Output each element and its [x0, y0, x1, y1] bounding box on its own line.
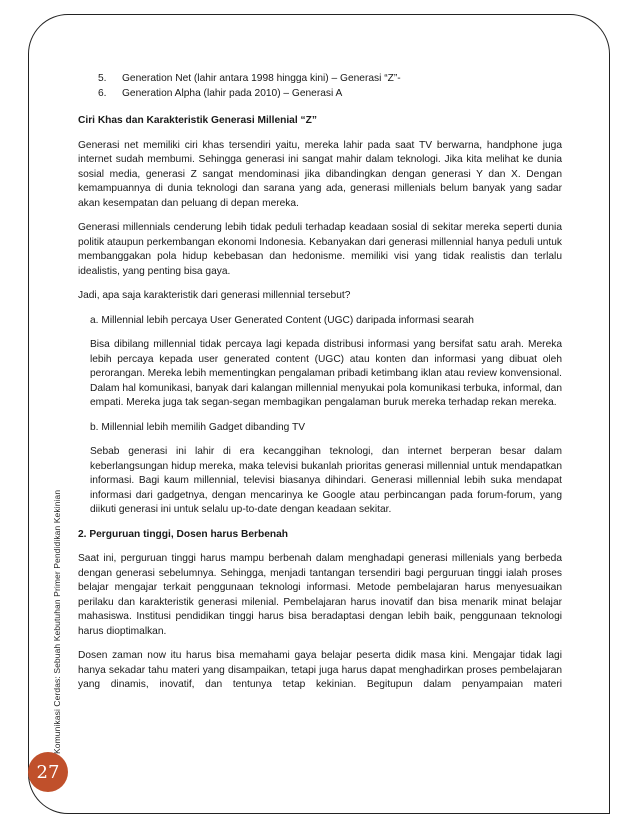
- list-item-number: 6.: [98, 87, 107, 99]
- paragraph: Jadi, apa saja karakteristik dari generasi millennial tersebut?: [78, 290, 351, 301]
- subsection-text-b: Sebab generasi ini lahir di era kecanggihan teknologi, dan internet berperan besar dalam keberlangsungan hidup mereka, maka televisi bukanlah prioritas generasi millennial untuk mendapatkan informasi. Bagi kaum millennial, televisi biasanya dihindari. Generasi millennial lebih suka mendapat informasi dari gadgetnya, dengan mencarinya ke Google atau perbincangan pada forum-forum, yang diikuti generasi ini untuk selalu up-to-date dengan keadaan sekitar.: [90, 446, 562, 515]
- page-number-badge: 27: [28, 752, 68, 792]
- section-heading-2: 2. Perguruan tinggi, Dosen harus Berbenah: [78, 528, 289, 540]
- paragraph: Generasi millennials cenderung lebih tidak peduli terhadap keadaan sosial di sekitar mereka seperti dunia politik ataupun perkembangan ekonomi Indonesia. Kebanyakan dari generasi millennial hanya peduli untuk membanggakan pola hidup kebebasan dan hedonisme. memiliki visi yang tidak realistis dan terlalu idealistis, yang penting bisa gaya.: [78, 222, 562, 277]
- list-item-text: Generation Net (lahir antara 1998 hingga kini) – Generasi “Z”-: [122, 73, 401, 84]
- list-item: [78, 72, 562, 87]
- paragraph: Saat ini, perguruan tinggi harus mampu berbenah dalam menghadapi generasi millenials yang berbeda dengan generasi sebelumnya. Sehingga, menjadi tantangan tersendiri bagi perguruan tinggi ialah proses belajar mengajar terkait penggunaan teknologi informasi. Metode pembelajaran harus menyesuaikan perilaku dan karakteristik generasi milenial. Pembelajaran harus inovatif dan bisa menarik minat belajar mahasiswa. Institusi pendidikan tinggi harus bisa beradaptasi dengan lebih baik, penggunaan teknologi harus dioptimalkan.: [78, 553, 562, 637]
- section-heading-ciri: Ciri Khas dan Karakteristik Generasi Millenial “Z”: [78, 115, 317, 126]
- subsection-text-a: Bisa dibilang millennial tidak percaya lagi kepada distribusi informasi yang bersifat satu arah. Mereka lebih percaya kepada user generated content (UGC) atau konten dan informasi yang dibuat oleh perorangan. Mereka lebih mementingkan pengalaman pribadi ketimbang iklan atau review konvensional. Dalam hal komunikasi, banyak dari kalangan millennial menyukai pola komunikasi terbuka, informal, dan empati. Mereka juga tak segan-segan membagikan pengalaman buruk mereka terhadap rekan mereka.: [90, 339, 562, 408]
- list-item-number: 5.: [98, 73, 107, 84]
- list-item-text: Generation Alpha (lahir pada 2010) – Generasi A: [122, 87, 343, 99]
- running-title: Komunikasi Cerdas: Sebuah Kebutuhan Primer Pendidikan Kekinian: [52, 489, 62, 754]
- paragraph: Dosen zaman now itu harus bisa memahami gaya belajar peserta didik masa kini. Mengajar tidak lagi hanya sekadar tahu materi yang disampaikan, tetapi juga harus dapat menghadirkan proses pembelajaran yang dinamis, inovatif, dan tentunya tetap kekinian. Begitupun dalam penyampaian materi: [78, 650, 562, 690]
- list-item: [78, 87, 562, 102]
- subsection-title-a: a. Millennial lebih percaya User Generated Content (UGC) daripada informasi searah: [90, 314, 474, 326]
- paragraph: Generasi net memiliki ciri khas tersendiri yaitu, mereka lahir pada saat TV berwarna, handphone juga internet sudah membumi. Sehingga generasi ini sangat mahir dalam teknologi. Jika kita melihat ke dunia sosial media, generasi Z sangat mendominasi jika dibandingkan dengan generasi Y dan X. Dengan kemampuannya di dunia teknologi dan sarana yang ada, generasi millenials belum banyak yang sadar akan kesempatan dan peluang di depan mereka.: [78, 139, 562, 209]
- page-content: [78, 72, 562, 693]
- subsection-title-b: b. Millennial lebih memilih Gadget dibanding TV: [90, 421, 306, 433]
